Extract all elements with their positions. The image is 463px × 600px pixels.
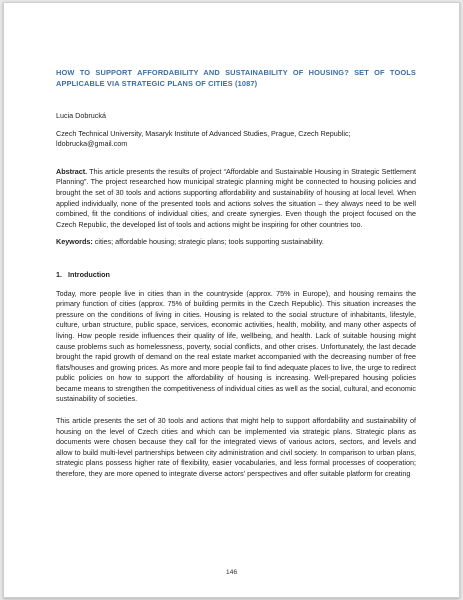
page-content: [56, 67, 416, 480]
author-name: Lucia Dobrucká: [56, 111, 106, 120]
paper-title: HOW TO SUPPORT AFFORDABILITY AND SUSTAINABILITY OF HOUSING? SET OF TOOLS APPLICABLE VIA STRATEGIC PLANS OF CITIES (1087): [56, 68, 416, 88]
body-paragraph: This article presents the set of 30 tools and actions that might help to support affordability and sustainability of housing on the level of Czech cities and which can be implemented via strategic plans. Strategic plans as documents were chosen because they call for the integrated views of various actors, sectors, and levels and allow to build multi-level partnerships between city administration and civil society. In comparison to urban plans, strategic plans possess higher rate of flexibility, easier vocabularies, and less formal processes of cooperation; therefore, they are more opened to integrate diverse actors’ perspectives and offer suitable platform for creating: [56, 416, 416, 479]
section-heading: [56, 270, 416, 281]
page-number: 146: [225, 569, 238, 576]
abstract: [56, 167, 416, 231]
abstract-text: This article presents the results of project “Affordable and Sustainable Housing in Strategic Settlement Planning”. The project researched how municipal strategic planning might be connected to housing policies and brought the set of 30 tools and actions supporting affordability and sustainability of housing at local level. When applied individually, none of the presented tools and actions solves the situation – they always need to be well combined, fit the conditions of individual cities, and create synergies. Even though the project focused on the Czech Republic, the developed list of tools and actions might be inspiring for other countries too.: [56, 166, 416, 229]
section-number: 1.: [56, 269, 62, 279]
body-paragraph: Today, more people live in cities than in the countryside (approx. 75% in Europe), and housing remains the primary function of cities (approx. 75% of building permits in the Czech Republic). This situation increases the pressure on the conditions of living in cities. Housing is related to the social structure of inhabitants, lifestyle, culture, urban structure, public space, services, economic activities, health, mobility, and many other aspects of living. How people reside influences their quality of life, wellbeing, and health. Lack of suitable housing might cause problems such as homelessness, poverty, social conflicts, and other crises. Unfortunately, the last decade brought the rapid growth of demand on the real estate market accompanied with the decreasing number of free flats/houses and growing prices. As more and more people fail to find adequate places to live, the urge to redirect public policies on how to support the affordability of housing is increasing. Well-prepared housing policies became means to strengthen the competitiveness of individual cities as well as the social, cultural, and economic sustainability of societies.: [56, 288, 416, 404]
keywords-label: Keywords:: [56, 237, 93, 247]
keywords-text: cities; affordable housing; strategic plans; tools supporting sustainability.: [94, 237, 324, 247]
keywords: [56, 237, 416, 248]
abstract-label: Abstract.: [56, 166, 88, 176]
document-page: [3, 2, 460, 598]
author-affiliation: Czech Technical University, Masaryk Institute of Advanced Studies, Prague, Czech Republic; ldobrucka@gmail.com: [56, 128, 351, 149]
section-title: Introduction: [68, 269, 110, 279]
